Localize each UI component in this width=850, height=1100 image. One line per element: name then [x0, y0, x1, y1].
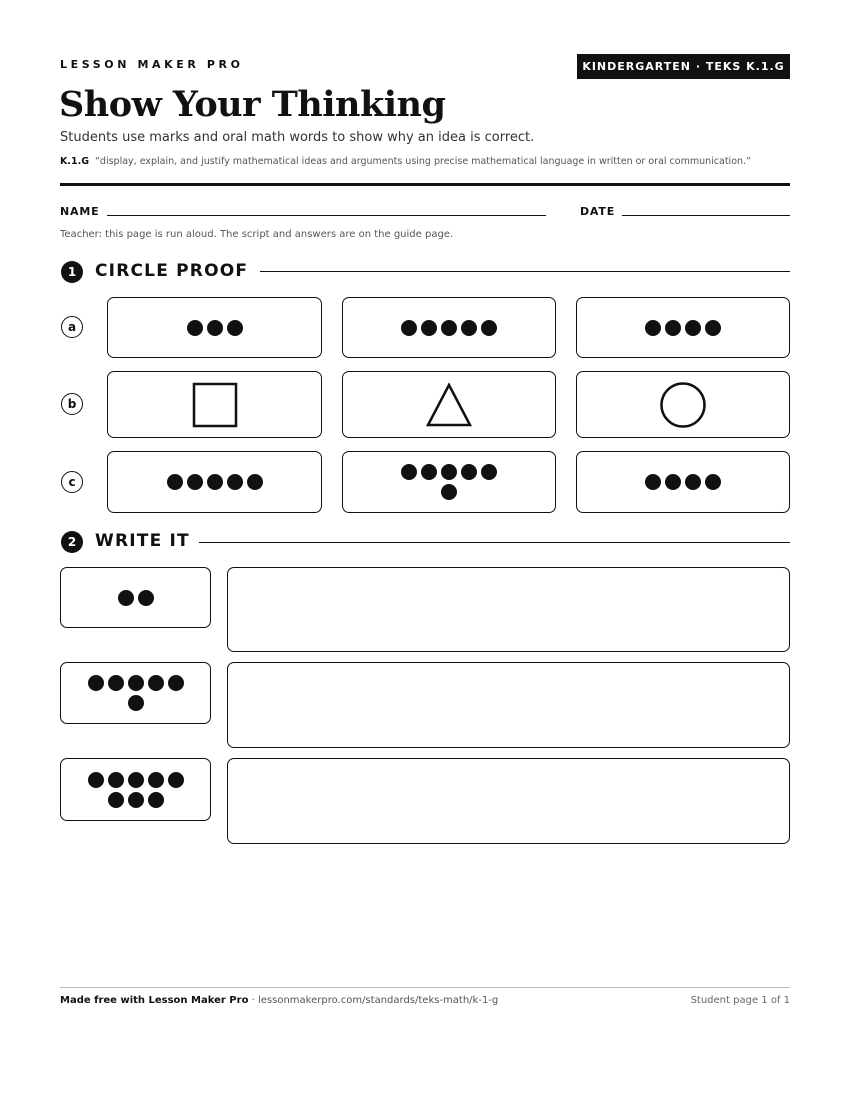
footer-made-with: Made free with Lesson Maker Pro [60, 995, 249, 1006]
dot [421, 320, 437, 336]
dot [685, 474, 701, 490]
section-divider [260, 271, 790, 272]
choice-card[interactable] [576, 451, 790, 513]
choice-card[interactable] [576, 297, 790, 358]
page-subtitle: Students use marks and oral math words to show why an idea is correct. [60, 130, 535, 145]
dot [441, 484, 457, 500]
section-divider [199, 542, 790, 543]
page-number: Student page 1 of 1 [690, 995, 790, 1006]
dot [148, 792, 164, 808]
section-number: 1 [61, 261, 83, 283]
answer-box[interactable] [227, 758, 790, 844]
dot [401, 464, 417, 480]
header-divider [60, 183, 790, 186]
dot [247, 474, 263, 490]
square-icon [192, 382, 238, 428]
teacher-note: Teacher: this page is run aloud. The script and answers are on the guide page. [60, 229, 454, 240]
name-label: NAME [60, 205, 100, 218]
dot [168, 772, 184, 788]
dot [645, 474, 661, 490]
dot [227, 320, 243, 336]
standard-text: “display, explain, and justify mathematical ideas and arguments using precise mathematical language in written or oral communication.” [95, 156, 751, 167]
dot [461, 464, 477, 480]
dot [128, 772, 144, 788]
triangle-icon [425, 382, 473, 428]
standard-description [60, 156, 751, 167]
row-letter: c [61, 471, 83, 493]
dot [108, 792, 124, 808]
brand-name: LESSON MAKER PRO [60, 58, 244, 71]
choice-card[interactable] [342, 451, 556, 513]
row-letter: b [61, 393, 83, 415]
dot-card [60, 662, 211, 724]
dot [645, 320, 661, 336]
dot [481, 320, 497, 336]
footer-divider [60, 987, 790, 988]
dot [128, 675, 144, 691]
dot [187, 320, 203, 336]
dot [441, 464, 457, 480]
section-number: 2 [61, 531, 83, 553]
dot [207, 474, 223, 490]
circle-icon [659, 381, 707, 429]
choice-card[interactable] [107, 451, 322, 513]
dot [168, 675, 184, 691]
dot [481, 464, 497, 480]
choice-card[interactable] [576, 371, 790, 438]
dot [665, 474, 681, 490]
dot [461, 320, 477, 336]
footer-url[interactable]: · lessonmakerpro.com/standards/teks-math/k-1-g [248, 995, 499, 1006]
row-letter: a [61, 316, 83, 338]
dot [441, 320, 457, 336]
answer-box[interactable] [227, 567, 790, 652]
answer-box[interactable] [227, 662, 790, 748]
dot-card [60, 567, 211, 628]
dot [118, 590, 134, 606]
standard-code: K.1.G [60, 156, 89, 167]
dot-card [60, 758, 211, 821]
page-title: Show Your Thinking [59, 84, 446, 125]
dot [88, 772, 104, 788]
dot [421, 464, 437, 480]
footer-credit [60, 995, 498, 1006]
dot [108, 772, 124, 788]
dot [401, 320, 417, 336]
dot [148, 675, 164, 691]
choice-card[interactable] [342, 297, 556, 358]
dot [148, 772, 164, 788]
choice-card[interactable] [107, 371, 322, 438]
date-label: DATE [580, 205, 616, 218]
dot [187, 474, 203, 490]
dot [108, 675, 124, 691]
dot [665, 320, 681, 336]
dot [128, 695, 144, 711]
dot [167, 474, 183, 490]
dot [227, 474, 243, 490]
dot [138, 590, 154, 606]
grade-standard-badge: KINDERGARTEN · TEKS K.1.G [577, 54, 790, 79]
choice-card[interactable] [107, 297, 322, 358]
dot [128, 792, 144, 808]
name-field[interactable] [107, 215, 546, 216]
dot [207, 320, 223, 336]
dot [88, 675, 104, 691]
date-field[interactable] [622, 215, 790, 216]
dot [685, 320, 701, 336]
section-title: CIRCLE PROOF [95, 261, 249, 281]
choice-card[interactable] [342, 371, 556, 438]
dot [705, 320, 721, 336]
dot [705, 474, 721, 490]
section-title: WRITE IT [95, 531, 190, 551]
